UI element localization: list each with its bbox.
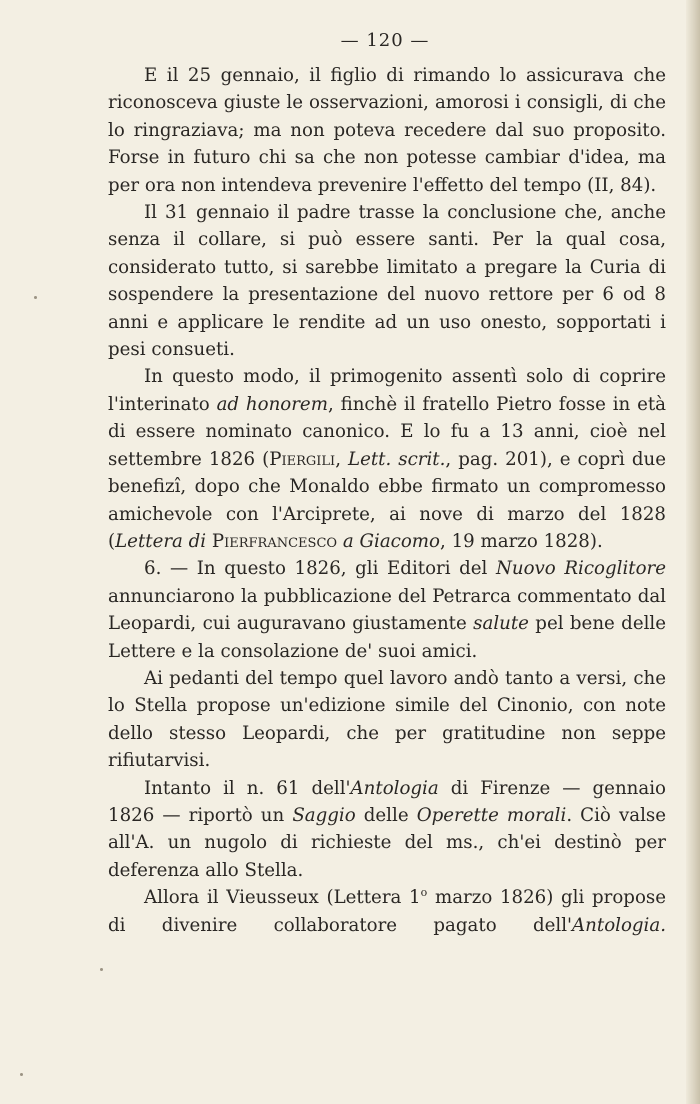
page-edge [686, 0, 700, 1104]
text-run: In questo modo, il primogenito assentì solo di coprire l'interinato [108, 366, 666, 415]
italic-text: Saggio [292, 804, 356, 826]
paragraph [108, 62, 666, 199]
italic-text: Antologia. [572, 914, 666, 936]
text-run: delle [355, 804, 417, 826]
superscript: o [420, 886, 428, 900]
text-run: marzo 1826) gli propose di divenire collaboratore pagato dell' [108, 887, 666, 936]
body-text [108, 62, 666, 939]
paragraph [108, 884, 666, 939]
paragraph [108, 199, 666, 363]
text-run: , 19 marzo 1828). [440, 530, 603, 552]
text-run: di Firenze — gennaio 1826 — riportò un [108, 777, 666, 826]
small-caps-name: Piergili [269, 448, 336, 470]
italic-text: ad honorem [216, 393, 328, 415]
italic-text: a Giacomo [337, 530, 440, 552]
paragraph [108, 665, 666, 775]
italic-text: Antologia [350, 777, 439, 799]
text-run: annunciarono la pubblicazione del Petrarca commentato dal Leopardi, cui auguravano giustamente [108, 585, 666, 635]
paragraph [108, 775, 666, 885]
text-run: 6. — In questo 1826, gli Editori del [144, 558, 496, 580]
paper-speck [20, 1073, 23, 1076]
text-run: Il 31 gennaio il padre trasse la conclusione che, anche senza il collare, si può essere santi. Per la qual cosa, considerato tutto, si sarebbe limitato a pregare la Curia di sospendere la presentazione del nuovo rettore per 6 od 8 anni e applicare le rendite ad un uso onesto, sopportati i pesi consueti. [108, 202, 666, 361]
italic-text: salute [473, 613, 529, 635]
small-caps-name: Pierfrancesco [211, 530, 338, 552]
italic-text: Nuovo Ricoglitore [495, 558, 666, 580]
text-run: , pag. 201), e coprì due benefizî, dopo che Monaldo ebbe firmato un compromesso amichevole con l'Arciprete, ai nove di marzo del 1828 ( [108, 448, 666, 552]
italic-text: Lettera di [115, 530, 212, 552]
text-run: Allora il Vieusseux (Lettera 1 [144, 887, 421, 909]
text-run: , [335, 448, 349, 470]
paper-speck [34, 296, 37, 299]
text-run: . Ciò valse all'A. un nugolo di richieste del ms., ch'ei destinò per deferenza allo Stella. [108, 804, 666, 881]
italic-text: Lett. scrit. [348, 448, 446, 470]
text-run: , finchè il fratello Pietro fosse in età di essere nominato canonico. E lo fu a 13 anni, cioè nel settembre 1826 ( [108, 393, 666, 470]
text-run: Ai pedanti del tempo quel lavoro andò tanto a versi, che lo Stella propose un'edizione simile del Cinonio, con note dello stesso Leopardi, che per gratitudine non seppe rifiutarvisi. [108, 667, 666, 772]
paragraph [108, 555, 666, 665]
paragraph [108, 363, 666, 555]
italic-text: Operette morali [416, 804, 567, 826]
text-run: pel bene delle Lettere e la consolazione de' suoi amici. [108, 613, 666, 662]
text-run: E il 25 gennaio, il figlio di rimando lo assicurava che riconosceva giuste le osservazioni, amorosi i consigli, di che lo ringraziava; ma non poteva recedere dal suo proposito. Forse in futuro chi sa che non potesse cambiar d'idea, ma per ora non intendeva prevenire l'effetto del tempo (II, 84). [108, 65, 666, 196]
paper-speck [100, 968, 103, 971]
page-number: — 120 — [340, 30, 430, 51]
text-run: Intanto il n. 61 dell' [144, 777, 351, 799]
